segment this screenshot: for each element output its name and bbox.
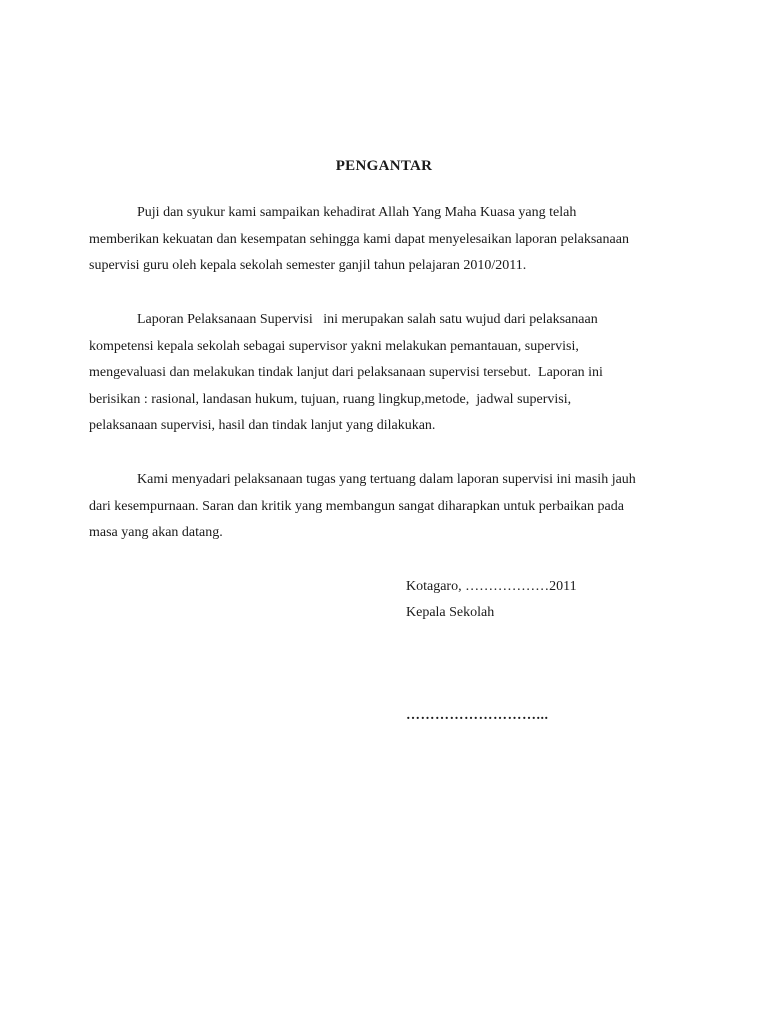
- paragraph-1: [89, 200, 679, 280]
- paragraph-3-line-3: masa yang akan datang.: [89, 525, 223, 540]
- paragraph-2-line-2: kompetensi kepala sekolah sebagai supervisor yakni melakukan pemantauan, supervisi,: [89, 338, 579, 354]
- paragraph-3: [89, 467, 679, 547]
- paragraph-3-line-2: dari kesempurnaan. Saran dan kritik yang membangun sangat diharapkan untuk perbaikan pada: [89, 498, 624, 514]
- paragraph-2-line-5: pelaksanaan supervisi, hasil dan tindak lanjut yang dilakukan.: [89, 418, 436, 433]
- paragraph-2-line-4: berisikan : rasional, landasan hukum, tujuan, ruang lingkup,metode, jadwal supervisi,: [89, 391, 572, 407]
- paragraph-2: [89, 307, 679, 440]
- paragraph-1-line-3: supervisi guru oleh kepala sekolah semester ganjil tahun pelajaran 2010/2011.: [89, 258, 527, 273]
- document-title: PENGANTAR: [335, 158, 433, 174]
- signature-name-placeholder: ………………………...: [406, 708, 549, 723]
- paragraph-1-line-2: memberikan kekuatan dan kesempatan sehingga kami dapat menyelesaikan laporan pelaksanaan: [89, 231, 629, 247]
- signature-place-date: Kotagaro, ………………2011: [406, 579, 577, 594]
- paragraph-2-line-3: mengevaluasi dan melakukan tindak lanjut dari pelaksanaan supervisi tersebut. Laporan ini: [89, 365, 603, 380]
- paragraph-1-line-1: Puji dan syukur kami sampaikan kehadirat Allah Yang Maha Kuasa yang telah: [137, 205, 577, 220]
- paragraph-3-line-1: Kami menyadari pelaksanaan tugas yang tertuang dalam laporan supervisi ini masih jauh: [137, 472, 636, 487]
- paragraph-2-line-1: Laporan Pelaksanaan Supervisi ini merupakan salah satu wujud dari pelaksanaan: [137, 312, 598, 327]
- signature-role: Kepala Sekolah: [406, 605, 495, 620]
